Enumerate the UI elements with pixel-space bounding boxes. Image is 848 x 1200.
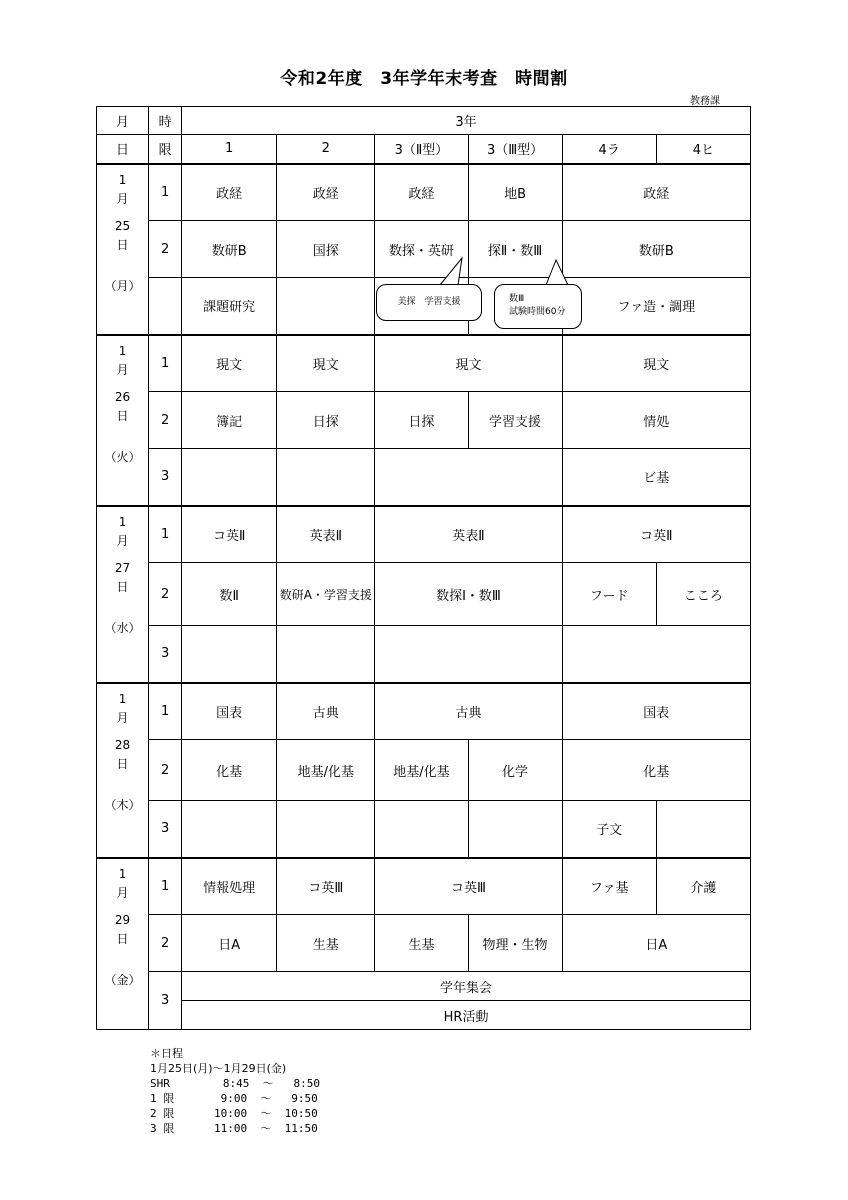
subject-cell: コ英Ⅲ: [277, 858, 375, 915]
subject-cell: 数探Ⅰ・数Ⅲ: [375, 563, 562, 626]
subject-cell: [656, 801, 750, 858]
subject-cell: ビ基: [562, 449, 750, 506]
subject-cell: 現文: [277, 335, 375, 392]
header-grade: 3年: [182, 107, 751, 135]
subject-cell: 現文: [182, 335, 277, 392]
department-label: 教務課: [690, 96, 720, 107]
schedule-row: SHR 8:45 ～ 8:50: [150, 1077, 320, 1090]
period-number: 1: [149, 506, 182, 563]
header-month: 月: [97, 107, 149, 135]
subject-cell: 物理・生物: [468, 915, 562, 972]
subject-cell: 生基: [277, 915, 375, 972]
subject-cell: [182, 626, 277, 683]
schedule-range: 1月25日(月)～1月29日(金): [150, 1062, 287, 1075]
header-period-top: 時: [149, 107, 182, 135]
subject-cell: 国探: [277, 221, 375, 278]
subject-cell: こころ: [656, 563, 750, 626]
subject-cell: 情報処理: [182, 858, 277, 915]
subject-cell: [277, 278, 375, 335]
class-header: 3（Ⅱ型）: [375, 135, 468, 164]
period-number: 3: [149, 626, 182, 683]
day-label: 1 月 28 日 （木）: [97, 683, 149, 858]
class-header: 4ヒ: [656, 135, 750, 164]
subject-cell: 数研B: [562, 221, 750, 278]
period-number: 3: [149, 449, 182, 506]
subject-cell: 化学: [468, 740, 562, 801]
callout-line: 試験時間60分: [509, 307, 566, 317]
subject-cell: 日A: [182, 915, 277, 972]
subject-cell: 日探: [375, 392, 468, 449]
subject-cell: 化基: [562, 740, 750, 801]
subject-cell: 探Ⅱ・数Ⅲ: [468, 221, 562, 278]
schedule-notes: [150, 1046, 320, 1136]
subject-cell: 課題研究: [182, 278, 277, 335]
subject-cell: 数研B: [182, 221, 277, 278]
callout-line: 数Ⅲ: [509, 294, 525, 304]
day-label: 1 月 29 日 （金）: [97, 858, 149, 1030]
subject-cell: フード: [562, 563, 656, 626]
subject-cell: [375, 801, 468, 858]
subject-cell: 地基/化基: [375, 740, 468, 801]
subject-cell: [277, 801, 375, 858]
subject-cell: 学習支援: [468, 392, 562, 449]
subject-cell: 政経: [562, 164, 750, 221]
header-day: 日: [97, 135, 149, 164]
subject-cell: 介護: [656, 858, 750, 915]
class-header: 3（Ⅲ型）: [468, 135, 562, 164]
subject-cell: 子文: [562, 801, 656, 858]
class-header: 1: [182, 135, 277, 164]
subject-cell: 現文: [375, 335, 562, 392]
subject-cell: ファ造・調理: [562, 278, 750, 335]
subject-cell: [562, 626, 750, 683]
subject-cell: 古典: [375, 683, 562, 740]
day-label: 1 月 25 日 （月）: [97, 164, 149, 335]
schedule-row: 1 限 9:00 ～ 9:50: [150, 1092, 318, 1105]
subject-cell: 政経: [375, 164, 468, 221]
period-number: 2: [149, 563, 182, 626]
period-number: 2: [149, 392, 182, 449]
period-number: 1: [149, 164, 182, 221]
exam-timetable: [96, 106, 751, 1030]
subject-cell: [182, 449, 277, 506]
period-number-empty: [149, 278, 182, 335]
header-period-bottom: 限: [149, 135, 182, 164]
subject-cell: 学年集会: [182, 972, 751, 1001]
subject-cell: 化基: [182, 740, 277, 801]
subject-cell: 国表: [562, 683, 750, 740]
period-number: 3: [149, 972, 182, 1030]
subject-cell: 日探: [277, 392, 375, 449]
subject-cell: [277, 626, 375, 683]
subject-cell: 地B: [468, 164, 562, 221]
schedule-row: 2 限 10:00 ～ 10:50: [150, 1107, 318, 1120]
period-number: 1: [149, 858, 182, 915]
subject-cell: [468, 801, 562, 858]
period-number: 1: [149, 335, 182, 392]
subject-cell: 数研A・学習支援: [277, 563, 375, 626]
subject-cell: 数Ⅱ: [182, 563, 277, 626]
subject-cell: [182, 801, 277, 858]
class-header: 2: [277, 135, 375, 164]
subject-cell: 政経: [182, 164, 277, 221]
period-number: 3: [149, 801, 182, 858]
subject-cell: HR活動: [182, 1001, 751, 1030]
day-label: 1 月 26 日 （火）: [97, 335, 149, 506]
schedule-heading: ＊日程: [150, 1047, 183, 1060]
schedule-row: 3 限 11:00 ～ 11:50: [150, 1122, 318, 1135]
page-title: 令和2年度 3年学年末考査 時間割: [280, 69, 568, 89]
subject-cell: 英表Ⅱ: [277, 506, 375, 563]
day-label: 1 月 27 日 （水）: [97, 506, 149, 683]
period-number: 2: [149, 221, 182, 278]
subject-cell: [375, 449, 562, 506]
subject-cell: 簿記: [182, 392, 277, 449]
subject-cell: コ英Ⅱ: [562, 506, 750, 563]
subject-cell: 数探・英研: [375, 221, 468, 278]
subject-cell: 情処: [562, 392, 750, 449]
period-number: 2: [149, 740, 182, 801]
subject-cell: 英表Ⅱ: [375, 506, 562, 563]
period-number: 2: [149, 915, 182, 972]
subject-cell: 政経: [277, 164, 375, 221]
subject-cell: 生基: [375, 915, 468, 972]
subject-cell: コ英Ⅲ: [375, 858, 562, 915]
subject-cell: 日A: [562, 915, 750, 972]
subject-cell: コ英Ⅱ: [182, 506, 277, 563]
subject-cell: 国表: [182, 683, 277, 740]
subject-cell: ファ基: [562, 858, 656, 915]
callout-note: [494, 284, 582, 329]
callout-note: 美探 学習支援: [376, 284, 482, 321]
subject-cell: [277, 449, 375, 506]
subject-cell: [375, 626, 562, 683]
period-number: 1: [149, 683, 182, 740]
subject-cell: 現文: [562, 335, 750, 392]
subject-cell: 地基/化基: [277, 740, 375, 801]
class-header: 4ラ: [562, 135, 656, 164]
subject-cell: 古典: [277, 683, 375, 740]
